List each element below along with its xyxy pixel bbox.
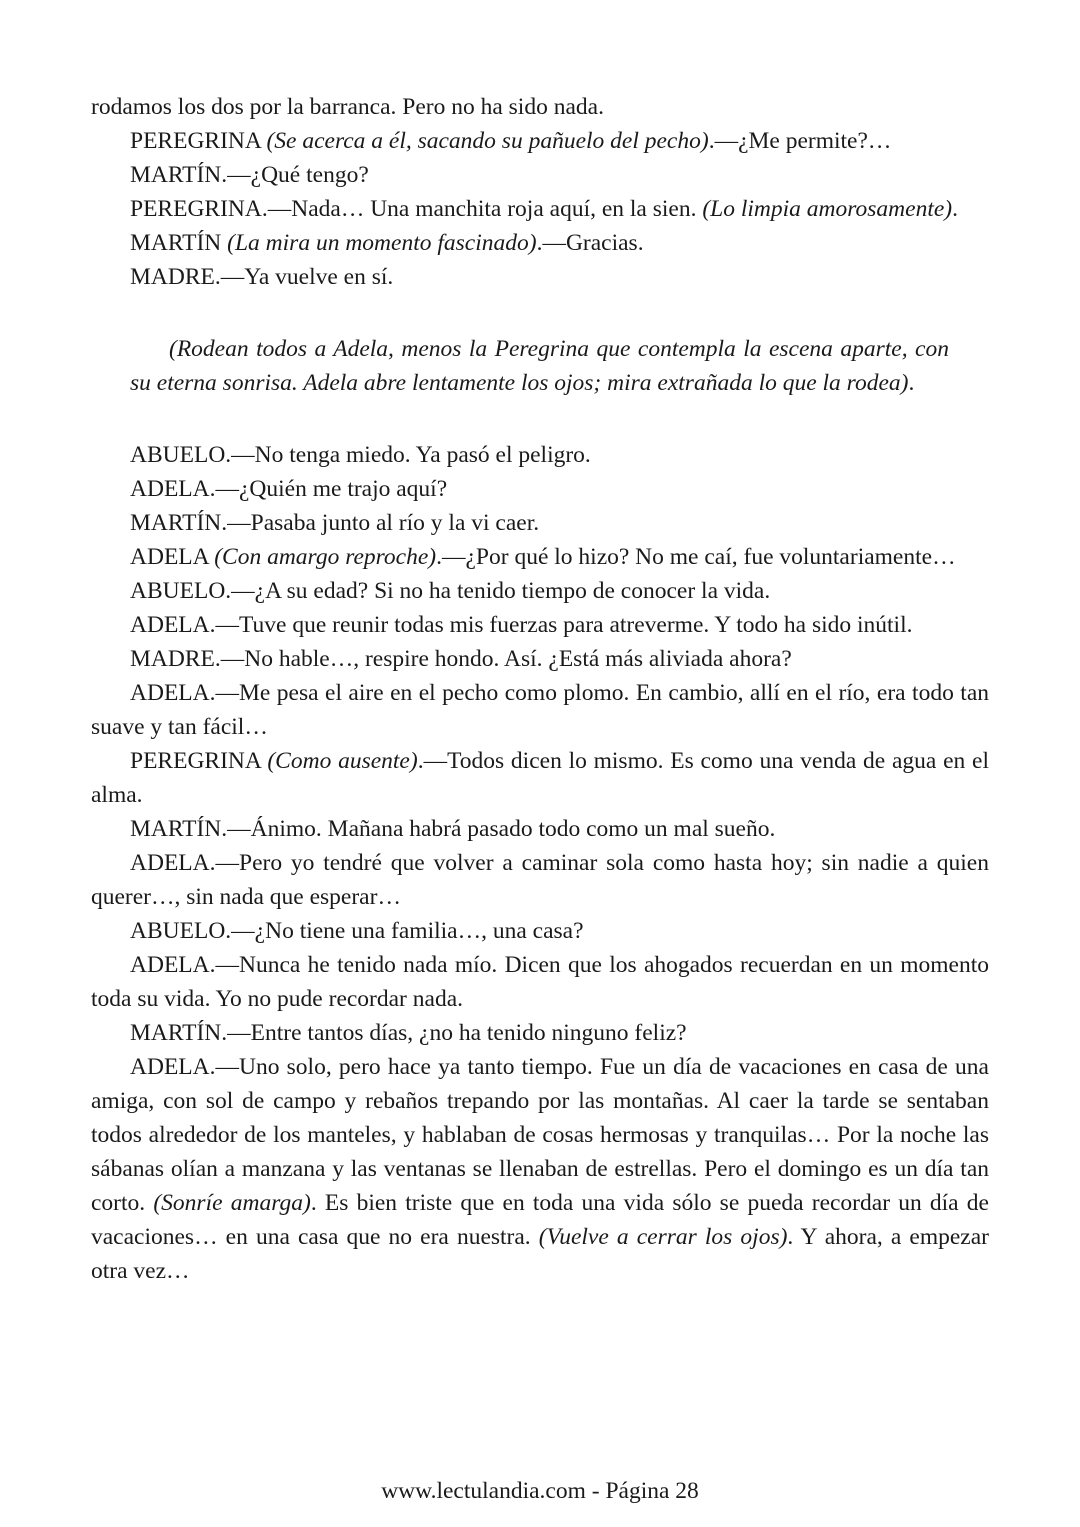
italic-text: (Se acerca a él, sacando su pañuelo del pecho) <box>266 128 709 154</box>
text-run: MADRE.—Ya vuelve en sí. <box>130 264 394 290</box>
dialogue-paragraph <box>91 676 989 744</box>
dialogue-paragraph <box>91 260 989 294</box>
text-run: PEREGRINA <box>130 748 268 774</box>
text-run: PEREGRINA <box>130 128 267 154</box>
dialogue-paragraph <box>91 948 989 1016</box>
dialogue-paragraph <box>91 1050 989 1288</box>
text-run: PEREGRINA.—Nada… Una manchita roja aquí, en la sien. <box>130 196 703 222</box>
dialogue-paragraph <box>91 90 989 124</box>
text-run: . <box>952 196 958 222</box>
italic-text: (La mira un momento fascinado) <box>227 230 537 256</box>
text-run: ABUELO.—No tenga miedo. Ya pasó el peligro. <box>130 442 591 468</box>
italic-text: (Rodean todos a Adela, menos la Peregrina que contempla la escena aparte, con su eterna sonrisa. Adela abre lentamente los ojos; mira extrañada lo que la rodea) <box>130 336 949 396</box>
text-run: ADELA.—Me pesa el aire en el pecho como plomo. En cambio, allí en el río, era todo tan suave y tan fácil… <box>91 680 989 740</box>
text-run: ADELA <box>130 544 215 570</box>
italic-text: (Con amargo reproche) <box>214 544 437 570</box>
dialogue-paragraph <box>91 124 989 158</box>
text-run: MARTÍN.—Entre tantos días, ¿no ha tenido ninguno feliz? <box>130 1020 687 1046</box>
dialogue-paragraph <box>91 744 989 812</box>
text-run: MARTÍN.—Ánimo. Mañana habrá pasado todo como un mal sueño. <box>130 816 776 842</box>
text-run: ADELA.—Tuve que reunir todas mis fuerzas para atreverme. Y todo ha sido inútil. <box>130 612 913 638</box>
dialogue-paragraph <box>91 472 989 506</box>
dialogue-paragraph <box>91 914 989 948</box>
page-body <box>91 90 989 1288</box>
dialogue-paragraph <box>91 540 989 574</box>
text-run: ABUELO.—¿No tiene una familia…, una casa? <box>130 918 584 944</box>
dialogue-paragraph <box>91 846 989 914</box>
italic-text: (Como ausente) <box>267 748 418 774</box>
dialogue-paragraph <box>91 1016 989 1050</box>
italic-text: (Lo limpia amorosamente) <box>702 196 953 222</box>
text-run: .—¿Por qué lo hizo? No me caí, fue voluntariamente… <box>436 544 956 570</box>
text-run: MADRE.—No hable…, respire hondo. Así. ¿Está más aliviada ahora? <box>130 646 792 672</box>
text-run: MARTÍN.—¿Qué tengo? <box>130 162 369 188</box>
dialogue-paragraph <box>91 642 989 676</box>
text-run: rodamos los dos por la barranca. Pero no ha sido nada. <box>91 94 604 120</box>
stage-direction <box>130 332 949 400</box>
dialogue-paragraph <box>91 574 989 608</box>
text-run: . <box>908 370 915 396</box>
text-run: . Es bien triste que en toda una vida sólo se pueda recordar un día de vacaciones… en una casa que no era nuestra. <box>91 1190 989 1250</box>
dialogue-paragraph <box>91 438 989 472</box>
text-run: ADELA.—Uno solo, pero hace ya tanto tiempo. Fue un día de vacaciones en casa de una amiga, con sol de campo y rebaños trepando por las montañas. Al caer la tarde se sentaban todos alrededor de los manteles, y hablaban de cosas hermosas y tranquilas… Por la noche las sábanas olían a manzana y las ventanas se llenaban de estrellas. Pero el domingo es un día tan corto. <box>91 1054 989 1216</box>
text-run: .—Gracias. <box>536 230 644 256</box>
text-run: MARTÍN.—Pasaba junto al río y la vi caer. <box>130 510 540 536</box>
dialogue-paragraph <box>91 812 989 846</box>
page-footer: www.lectulandia.com - Página 28 <box>381 1478 699 1504</box>
italic-text: (Sonríe amarga) <box>153 1190 311 1216</box>
dialogue-paragraph <box>91 158 989 192</box>
italic-text: (Vuelve a cerrar los ojos) <box>538 1224 788 1250</box>
dialogue-paragraph <box>91 506 989 540</box>
text-run: . Y ahora, a empezar otra vez… <box>91 1224 989 1284</box>
text-run: MARTÍN <box>130 230 228 256</box>
text-run: .—Todos dicen lo mismo. Es como una venda de agua en el alma. <box>91 748 989 808</box>
text-run: ADELA.—¿Quién me trajo aquí? <box>130 476 448 502</box>
dialogue-paragraph <box>91 192 989 226</box>
dialogue-paragraph <box>91 608 989 642</box>
text-run: ABUELO.—¿A su edad? Si no ha tenido tiempo de conocer la vida. <box>130 578 771 604</box>
text-run: ADELA.—Pero yo tendré que volver a caminar sola como hasta hoy; sin nadie a quien querer…, sin nada que esperar… <box>91 850 989 910</box>
text-run: ADELA.—Nunca he tenido nada mío. Dicen que los ahogados recuerdan en un momento toda su vida. Yo no pude recordar nada. <box>91 952 989 1012</box>
dialogue-paragraph <box>91 226 989 260</box>
text-run: .—¿Me permite?… <box>708 128 892 154</box>
